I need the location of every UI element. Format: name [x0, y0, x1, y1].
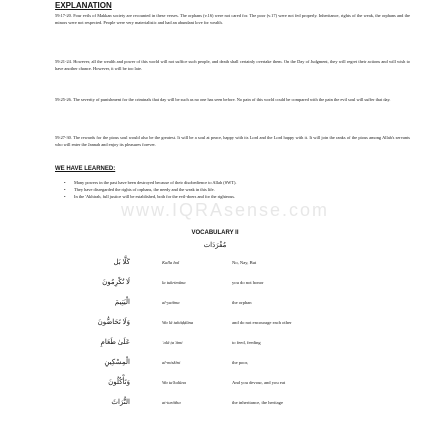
vocab-transliteration: Wa lā tahāḍḍūna — [162, 320, 194, 325]
vocab-meaning: and do not encourage each other — [232, 320, 292, 325]
vocab-row — [82, 398, 412, 412]
vocab-meaning: to feed, feeding — [232, 340, 261, 345]
vocab-transliteration: al-miskīni — [162, 360, 181, 365]
lesson-text: They have disregarded the rights of orphans, the needy and the weak in this life. — [74, 187, 215, 192]
explanation-paragraph: 59:17-20. Four evils of Makkan society are recounted in these verses. The orphans (v.16) were not cared for. The poor (v.17) were not fed properly. Inheritance, rights of the weak, the orphans and the minors were not respected. People were very materialistic and had an abundant love for wealth. — [55, 13, 410, 26]
vocab-meaning: the orphan — [232, 300, 252, 305]
lesson-text: Many powers in the past have been destroyed because of their disobedience to Allah (SWT). — [74, 180, 237, 185]
vocab-meaning: you do not honor — [232, 280, 264, 285]
vocab-transliteration: Wa ta'kulūna — [162, 380, 186, 385]
vocab-row — [82, 298, 412, 312]
watermark: www.IQRAsense.com — [120, 200, 330, 220]
vocab-transliteration: Kalla bal — [162, 260, 180, 265]
vocab-row — [82, 378, 412, 392]
vocab-arabic: وَتَأْكُلُونَ — [108, 378, 130, 386]
vocab-meaning: the inheritance, the heritage — [232, 400, 284, 405]
vocab-transliteration: la tukrimūna — [162, 280, 186, 285]
vocab-row — [82, 358, 412, 372]
vocab-transliteration: at-turātha — [162, 400, 181, 405]
vocab-row — [82, 318, 412, 332]
vocab-arabic: لَا تُكْرِمُونَ — [102, 278, 130, 286]
explanation-paragraph: 59:25-26. The severity of punishment for the criminals that day will be such as no one has seen before. No pain of this world could be compared with the pain the evil soul will suffer that day. — [55, 97, 391, 102]
lesson-item — [62, 186, 410, 193]
vocab-arabic: الْيَتِيمَ — [114, 298, 130, 306]
vocab-row — [82, 338, 412, 352]
vocab-row — [82, 258, 412, 272]
vocab-arabic: التُّرَاثَ — [111, 398, 130, 406]
explanation-paragraph: 59:21-24. However, all the wealth and power of this world will not suffice such people, and death shall certainly overtake them. On the Day of Judgment, they will regret their actions and will wish to have another chance. However, it will be too late. — [55, 59, 410, 72]
lesson-item — [62, 179, 410, 186]
vocab-meaning: And you devour, and you eat — [232, 380, 286, 385]
vocab-transliteration: al-yatīma — [162, 300, 180, 305]
lesson-text: In the 'Akhirah, full justice will be established, both for the evil-doers and for the righteous. — [74, 194, 236, 199]
vocabulary-arabic-title: مُفْرَدَات — [203, 241, 227, 249]
vocab-row — [82, 278, 412, 292]
vocab-arabic: كَلَّا بَل — [113, 258, 130, 266]
lessons-list — [62, 179, 410, 200]
lesson-item — [62, 193, 410, 200]
vocabulary-title: VOCABULARY II — [191, 230, 239, 236]
vocab-meaning: the poor, — [232, 360, 249, 365]
bullet-icon: • — [64, 187, 66, 192]
section-heading: EXPLANATION — [55, 1, 112, 10]
explanation-paragraph: 59:27-30. The rewards for the pious soul would also be the greatest. It will be a soul at peace, happy with its Lord and the Lord happy with it. It will join the ranks of the pious among Allah's servants who will enter the Jannah and enjoy its pleasures forever. — [55, 135, 410, 148]
bullet-icon: • — [64, 194, 66, 199]
lessons-heading: WE HAVE LEARNED: — [55, 166, 116, 172]
vocab-meaning: No, Nay, But — [232, 260, 257, 265]
vocab-arabic: عَلَىٰ طَعَامِ — [100, 338, 130, 346]
bullet-icon: • — [64, 180, 66, 185]
vocab-arabic: الْمِسْكِينِ — [104, 358, 130, 366]
vocab-transliteration: ʿalā ṭaʿāmi — [162, 340, 183, 345]
vocab-arabic: وَلَا تَحَاضُّونَ — [97, 318, 130, 326]
